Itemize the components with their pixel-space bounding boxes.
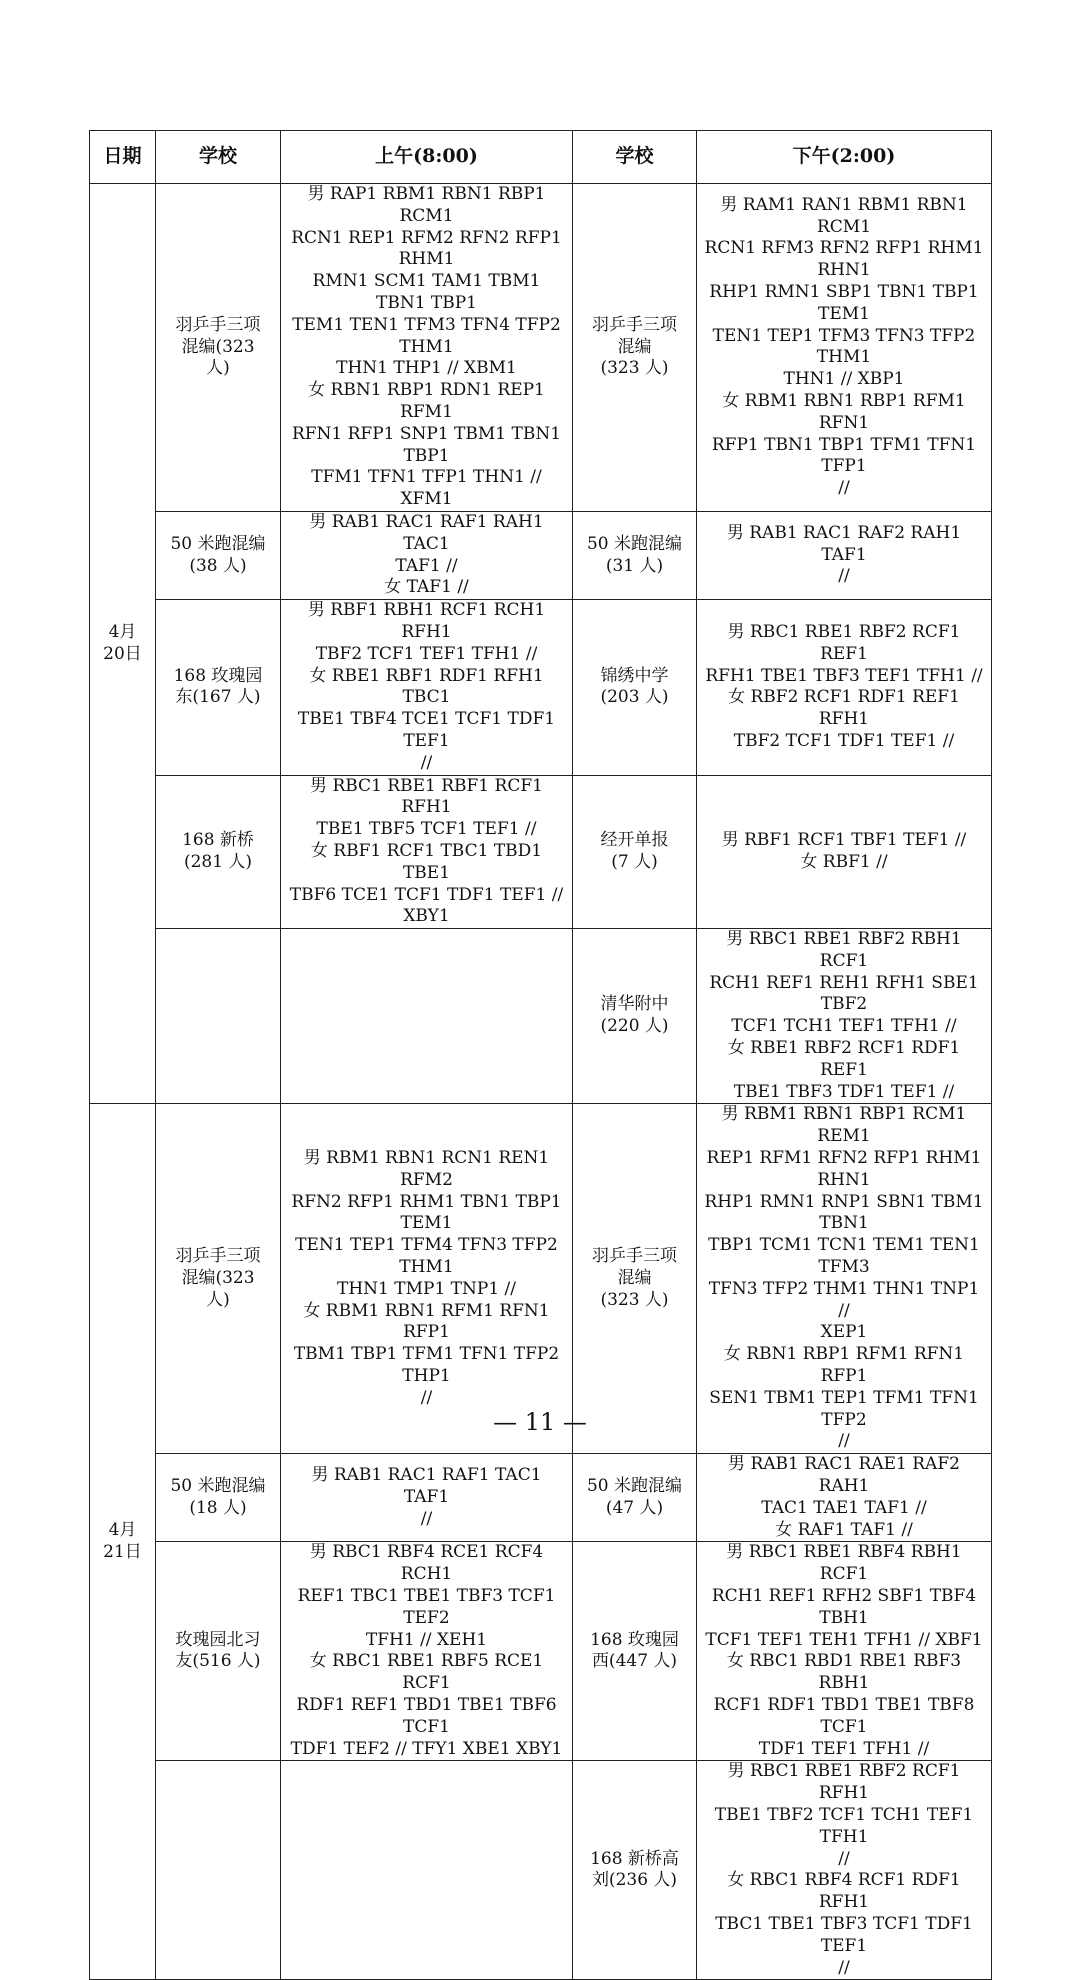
am-codes-cell: 男 RBF1 RBH1 RCF1 RCH1 RFH1 TBF2 TCF1 TEF1 TFH1 // 女 RBE1 RBF1 RDF1 RFH1 TBC1 TBE1 TBF4 TCE1 TCF1 TDF1 TEF1 // <box>281 600 573 775</box>
header-row <box>90 131 992 184</box>
pm-school-cell: 50 米跑混编 (47 人) <box>573 1454 697 1542</box>
am-school-cell: 玫瑰园北习 友(516 人) <box>156 1542 281 1761</box>
table-row <box>90 775 992 929</box>
pm-codes-cell: 男 RAM1 RAN1 RBM1 RBN1 RCM1 RCN1 RFM3 RFN2 RFP1 RHM1 RHN1 RHP1 RMN1 SBP1 TBN1 TBP1 TEM1 TEN1 TEP1 TFM3 TFN3 TFP2 THM1 THN1 // XBP1 女 RBM1 RBN1 RBP1 RFM1 RFN1 RFP1 TBN1 TBP1 TFM1 TFN1 TFP1 // <box>697 184 992 512</box>
table-row <box>90 184 992 512</box>
table-row <box>90 1454 992 1542</box>
table-row <box>90 600 992 775</box>
date-cell: 4月 21日 <box>90 1104 156 1980</box>
pm-school-cell: 168 玫瑰园 西(447 人) <box>573 1542 697 1761</box>
date-cell: 4月 20日 <box>90 184 156 1104</box>
am-codes-cell <box>281 1761 573 1980</box>
am-school-cell <box>156 1761 281 1980</box>
am-school-cell: 168 新桥 (281 人) <box>156 775 281 929</box>
am-codes-cell: 男 RAB1 RAC1 RAF1 TAC1 TAF1 // <box>281 1454 573 1542</box>
pm-codes-cell: 男 RAB1 RAC1 RAF2 RAH1 TAF1 // <box>697 511 992 599</box>
am-school-cell <box>156 929 281 1104</box>
pm-school-cell: 羽乒手三项 混编 (323 人) <box>573 1104 697 1454</box>
pm-codes-cell: 男 RAB1 RAC1 RAE1 RAF2 RAH1 TAC1 TAE1 TAF1 // 女 RAF1 TAF1 // <box>697 1454 992 1542</box>
pm-codes-cell: 男 RBC1 RBE1 RBF4 RBH1 RCF1 RCH1 REF1 RFH2 SBF1 TBF4 TBH1 TCF1 TEF1 TEH1 TFH1 // XBF1 女 RBC1 RBD1 RBE1 RBF3 RBH1 RCF1 RDF1 TBD1 TBE1 TBF8 TCF1 TDF1 TEF1 TFH1 // <box>697 1542 992 1761</box>
pm-school-cell: 清华附中 (220 人) <box>573 929 697 1104</box>
schedule-table <box>89 130 992 1980</box>
header-school-am: 学校 <box>156 131 281 184</box>
am-school-cell: 50 米跑混编 (38 人) <box>156 511 281 599</box>
pm-codes-cell: 男 RBF1 RCF1 TBF1 TEF1 // 女 RBF1 // <box>697 775 992 929</box>
pm-school-cell: 168 新桥高 刘(236 人) <box>573 1761 697 1980</box>
page-number: — 11 — <box>493 1408 587 1436</box>
header-school-pm: 学校 <box>573 131 697 184</box>
am-school-cell: 羽乒手三项 混编(323 人) <box>156 184 281 512</box>
am-codes-cell: 男 RAP1 RBM1 RBN1 RBP1 RCM1 RCN1 REP1 RFM2 RFN2 RFP1 RHM1 RMN1 SCM1 TAM1 TBM1 TBN1 TBP1 TEM1 TEN1 TFM3 TFN4 TFP2 THM1 THN1 THP1 // XBM1 女 RBN1 RBP1 RDN1 REP1 RFM1 RFN1 RFP1 SNP1 TBM1 TBN1 TBP1 TFM1 TFN1 TFP1 THN1 // XFM1 <box>281 184 573 512</box>
pm-school-cell: 50 米跑混编 (31 人) <box>573 511 697 599</box>
pm-codes-cell: 男 RBC1 RBE1 RBF2 RCF1 RFH1 TBE1 TBF2 TCF1 TCH1 TEF1 TFH1 // 女 RBC1 RBF4 RCF1 RDF1 RFH1 TBC1 TBE1 TBF3 TCF1 TDF1 TEF1 // <box>697 1761 992 1980</box>
header-morning: 上午(8:00) <box>281 131 573 184</box>
pm-codes-cell: 男 RBC1 RBE1 RBF2 RBH1 RCF1 RCH1 REF1 REH1 RFH1 SBE1 TBF2 TCF1 TCH1 TEF1 TFH1 // 女 RBE1 RBF2 RCF1 RDF1 REF1 TBE1 TBF3 TDF1 TEF1 // <box>697 929 992 1104</box>
table-row <box>90 511 992 599</box>
am-school-cell: 168 玫瑰园 东(167 人) <box>156 600 281 775</box>
pm-codes-cell: 男 RBM1 RBN1 RBP1 RCM1 REM1 REP1 RFM1 RFN2 RFP1 RHM1 RHN1 RHP1 RMN1 RNP1 SBN1 TBM1 TBN1 TBP1 TCM1 TCN1 TEM1 TEN1 TFM3 TFN3 TFP2 THM1 THN1 TNP1 // XEP1 女 RBN1 RBP1 RFM1 RFN1 RFP1 SEN1 TBM1 TEP1 TFM1 TFN1 TFP2 // <box>697 1104 992 1454</box>
header-afternoon: 下午(2:00) <box>697 131 992 184</box>
header-date: 日期 <box>90 131 156 184</box>
am-codes-cell <box>281 929 573 1104</box>
table-row <box>90 1761 992 1980</box>
am-codes-cell: 男 RBC1 RBE1 RBF1 RCF1 RFH1 TBE1 TBF5 TCF1 TEF1 // 女 RBF1 RCF1 TBC1 TBD1 TBE1 TBF6 TCE1 TCF1 TDF1 TEF1 // XBY1 <box>281 775 573 929</box>
table-row <box>90 1542 992 1761</box>
pm-codes-cell: 男 RBC1 RBE1 RBF2 RCF1 REF1 RFH1 TBE1 TBF3 TEF1 TFH1 // 女 RBF2 RCF1 RDF1 REF1 RFH1 TBF2 TCF1 TDF1 TEF1 // <box>697 600 992 775</box>
am-school-cell: 50 米跑混编 (18 人) <box>156 1454 281 1542</box>
am-codes-cell: 男 RBM1 RBN1 RCN1 REN1 RFM2 RFN2 RFP1 RHM1 TBN1 TBP1 TEM1 TEN1 TEP1 TFM4 TFN3 TFP2 THM1 THN1 TMP1 TNP1 // 女 RBM1 RBN1 RFM1 RFN1 RFP1 TBM1 TBP1 TFM1 TFN1 TFP2 THP1 // <box>281 1104 573 1454</box>
am-codes-cell: 男 RBC1 RBF4 RCE1 RCF4 RCH1 REF1 TBC1 TBE1 TBF3 TCF1 TEF2 TFH1 // XEH1 女 RBC1 RBE1 RBF5 RCE1 RCF1 RDF1 REF1 TBD1 TBE1 TBF6 TCF1 TDF1 TEF2 // TFY1 XBE1 XBY1 <box>281 1542 573 1761</box>
table-row <box>90 929 992 1104</box>
am-school-cell: 羽乒手三项 混编(323 人) <box>156 1104 281 1454</box>
am-codes-cell: 男 RAB1 RAC1 RAF1 RAH1 TAC1 TAF1 // 女 TAF1 // <box>281 511 573 599</box>
pm-school-cell: 锦绣中学 (203 人) <box>573 600 697 775</box>
pm-school-cell: 经开单报 (7 人) <box>573 775 697 929</box>
pm-school-cell: 羽乒手三项 混编 (323 人) <box>573 184 697 512</box>
table-row <box>90 1104 992 1454</box>
